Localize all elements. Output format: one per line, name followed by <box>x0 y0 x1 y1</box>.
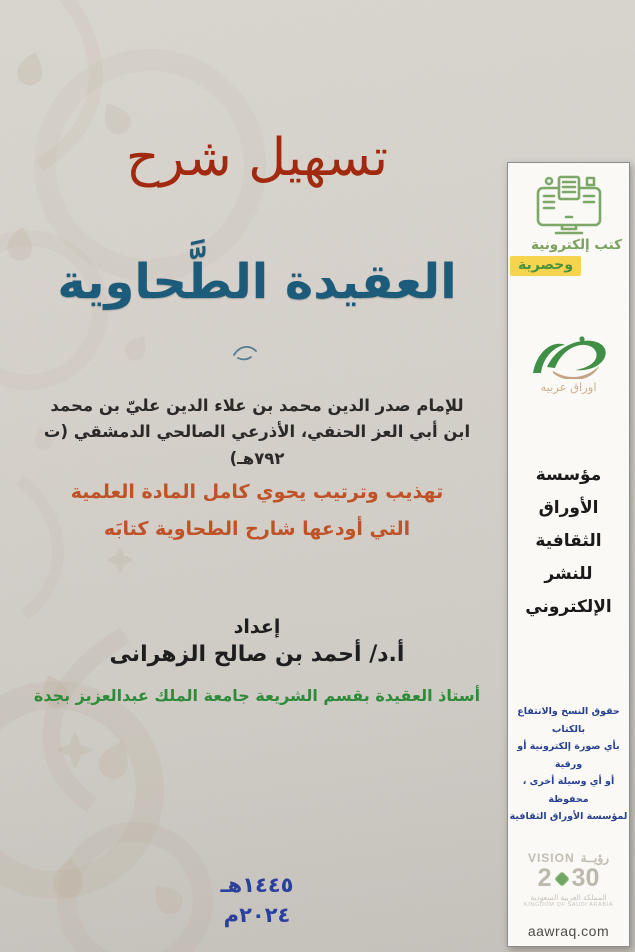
author-line-1: للإمام صدر الدين محمد بن علاء الدين عليّ بن محمد <box>50 396 464 415</box>
gregorian-year: ٢٠٢٤م <box>223 903 291 928</box>
hijri-year: ١٤٤٥هـ <box>220 873 294 897</box>
awraq-logo-icon <box>525 335 613 379</box>
author-line-2: ابن أبي العز الحنفي، الأذرعي الصالحي الدمشقي (ت ٧٩٢هـ) <box>43 422 471 468</box>
pretitle: تسهيل شرح <box>125 128 389 188</box>
subtitle-line-1: تهذيب وترتيب يحوي كامل المادة العلمية <box>70 481 444 503</box>
cover-content <box>26 0 488 952</box>
vision-year-rest: 30 <box>571 864 600 892</box>
ebooks-label: كتب إلكترونية <box>531 237 622 253</box>
country-name-en: KINGDOM OF SAUDI ARABIA <box>524 902 613 908</box>
exclusive-badge: وحصرية <box>510 256 581 276</box>
ebooks-icon <box>532 175 606 237</box>
vision-label-ar: رؤيــة <box>580 851 610 865</box>
copyright-line: حقوق النسخ والانتفاع بالكتاب <box>517 706 620 735</box>
website-text: aawraq.com <box>527 923 610 939</box>
preparer-name: أ.د/ أحمد بن صالح الزهرانى <box>109 642 405 667</box>
calligrapher-mark-icon <box>231 342 259 362</box>
org-name-line: الإلكتروني <box>525 597 612 617</box>
main-title: العقيدة الطَّحاوية <box>57 254 457 310</box>
org-name-line: للنشر <box>544 564 593 584</box>
publication-dates <box>26 870 488 931</box>
org-name-line: مؤسسة <box>535 465 602 485</box>
vision-2030-logo <box>508 851 629 908</box>
saudi-emblem-icon <box>554 871 570 887</box>
copyright-line: أو أي وسيلة أخرى ، محفوظة <box>522 776 615 805</box>
copyright-line: بأي صورة إلكترونية أو ورقية <box>517 741 620 770</box>
subtitle-line-2: التي أودعها شارح الطحاوية كتابَه <box>103 518 411 541</box>
subtitle-block <box>26 474 488 548</box>
copyright-notice <box>508 703 629 826</box>
awraq-logo-caption: اوراق عربيه <box>540 380 597 394</box>
publisher-sidebar <box>507 162 630 947</box>
vision-year-first: 2 <box>537 864 552 892</box>
org-name-line: الأوراق <box>538 498 599 518</box>
prepared-by-label: إعداد <box>233 616 281 638</box>
org-name-line: الثقافية <box>535 531 602 551</box>
author-block <box>26 393 488 472</box>
preparer-affiliation: أستاذ العقيدة بقسم الشريعة جامعة الملك عبدالعزيز بجدة <box>33 686 481 705</box>
vision-label-en: VISION <box>527 851 575 865</box>
copyright-line: لمؤسسة الأوراق الثقافية <box>509 811 628 822</box>
country-name-ar: المملكة العربية السعودية <box>530 893 607 902</box>
organization-name <box>508 459 629 624</box>
